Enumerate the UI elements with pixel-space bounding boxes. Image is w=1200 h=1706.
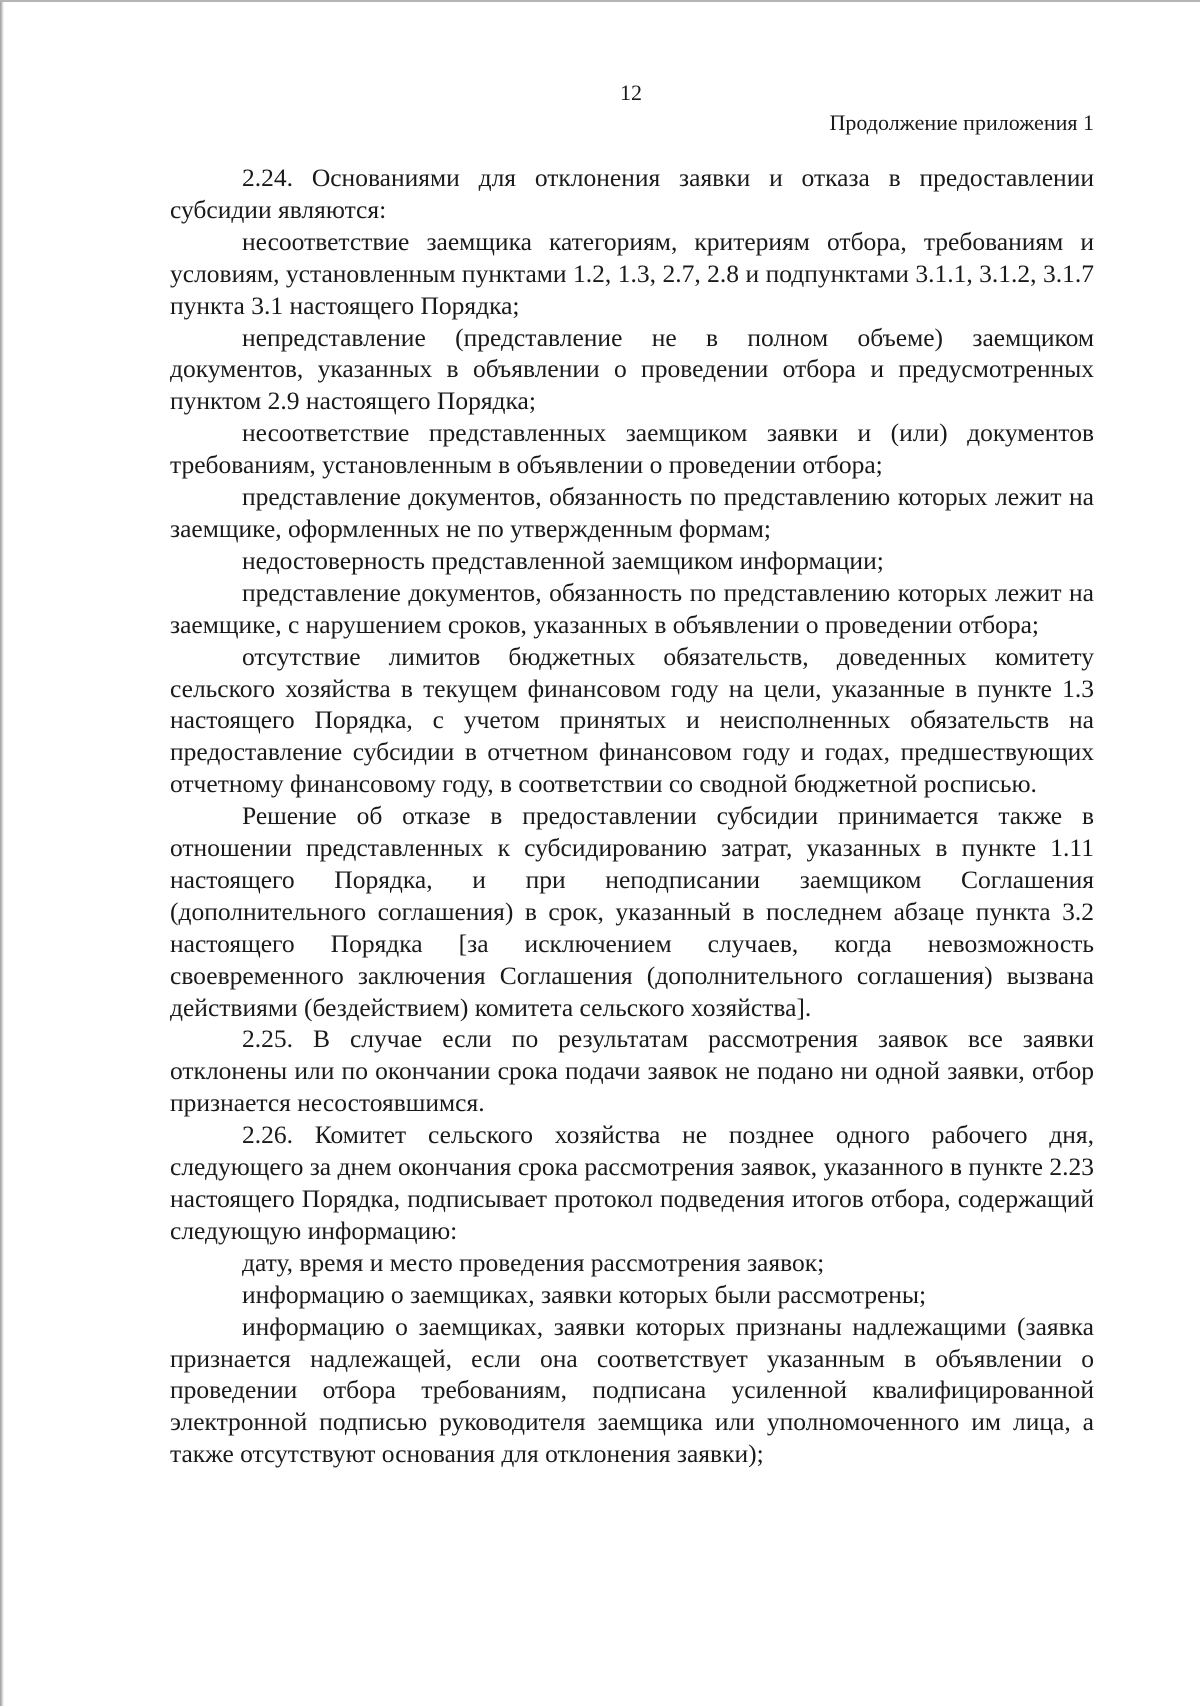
page-number: 12: [620, 80, 642, 105]
paragraph-item: дату, время и место проведения рассмотрения заявок;: [242, 1247, 825, 1277]
paragraph-item: отсутствие лимитов бюджетных обязательств, доведенных комитету сельского хозяйства в текущем финансовом году на цели, указанные в пункте 1.3 настоящего Порядка, с учетом принятых и неисполненных обязательств на предоставление субсидии в отчетном финансовом году и годах, предшествующих отчетному финансовому году, в соответствии со сводной бюджетной росписью.: [170, 641, 1094, 799]
paragraph-2-24: 2.24. Основаниями для отклонения заявки и отказа в предоставлении субсидии являются:: [170, 163, 1094, 224]
appendix-note: Продолжение приложения 1: [829, 110, 1094, 135]
paragraph-refusal-decision: Решение об отказе в предоставлении субсидии принимается также в отношении представленных к субсидированию затрат, указанных в пункте 1.11 настоящего Порядка, и при неподписании заемщиком Соглашения (дополнительного соглашения) в срок, указанный в последнем абзаце пункта 3.2 настоящего Порядка [за исключением случаев, когда невозможность своевременного заключения Соглашения (дополнительного соглашения) вызвана действиями (бездействием) комитета сельского хозяйства].: [170, 801, 1094, 1022]
paragraph-item: информацию о заемщиках, заявки которых были рассмотрены;: [242, 1279, 927, 1309]
scan-edge-top: [0, 0, 1200, 2]
paragraph-item: непредставление (представление не в полном объеме) заемщиком документов, указанных в объявлении о проведении отбора и предусмотренных пунктом 2.9 настоящего Порядка;: [170, 322, 1094, 416]
paragraph-item: представление документов, обязанность по представлению которых лежит на заемщике, с нарушением сроков, указанных в объявлении о проведении отбора;: [170, 577, 1094, 639]
paragraph-item: информацию о заемщиках, заявки которых признаны надлежащими (заявка признается надлежащей, если она соответствует указанным в объявлении о проведении отбора требованиям, подписана усиленной квалифицированной электронной подписью руководителя заемщика или уполномоченного им лица, а также отсутствуют основания для отклонения заявки);: [170, 1311, 1094, 1469]
paragraph-item: представление документов, обязанность по представлению которых лежит на заемщике, оформленных не по утвержденным формам;: [170, 482, 1094, 543]
scan-edge-left: [0, 0, 4, 1706]
paragraph-2-26: 2.26. Комитет сельского хозяйства не позднее одного рабочего дня, следующего за днем окончания срока рассмотрения заявок, указанного в пункте 2.23 настоящего Порядка, подписывает протокол подведения итогов отбора, содержащий следующую информацию:: [170, 1120, 1094, 1245]
document-body: [170, 162, 1094, 1470]
paragraph-2-25: 2.25. В случае если по результатам рассмотрения заявок все заявки отклонены или по окончании срока подачи заявок не подано ни одной заявки, отбор признается несостоявшимся.: [170, 1024, 1094, 1118]
paragraph-item: несоответствие заемщика категориям, критериям отбора, требованиям и условиям, установленным пунктами 1.2, 1.3, 2.7, 2.8 и подпунктами 3.1.1, 3.1.2, 3.1.7 пункта 3.1 настоящего Порядка;: [170, 226, 1094, 320]
paragraph-item: недостоверность представленной заемщиком информации;: [242, 545, 884, 575]
paragraph-item: несоответствие представленных заемщиком заявки и (или) документов требованиям, установленным в объявлении о проведении отбора;: [170, 418, 1094, 480]
